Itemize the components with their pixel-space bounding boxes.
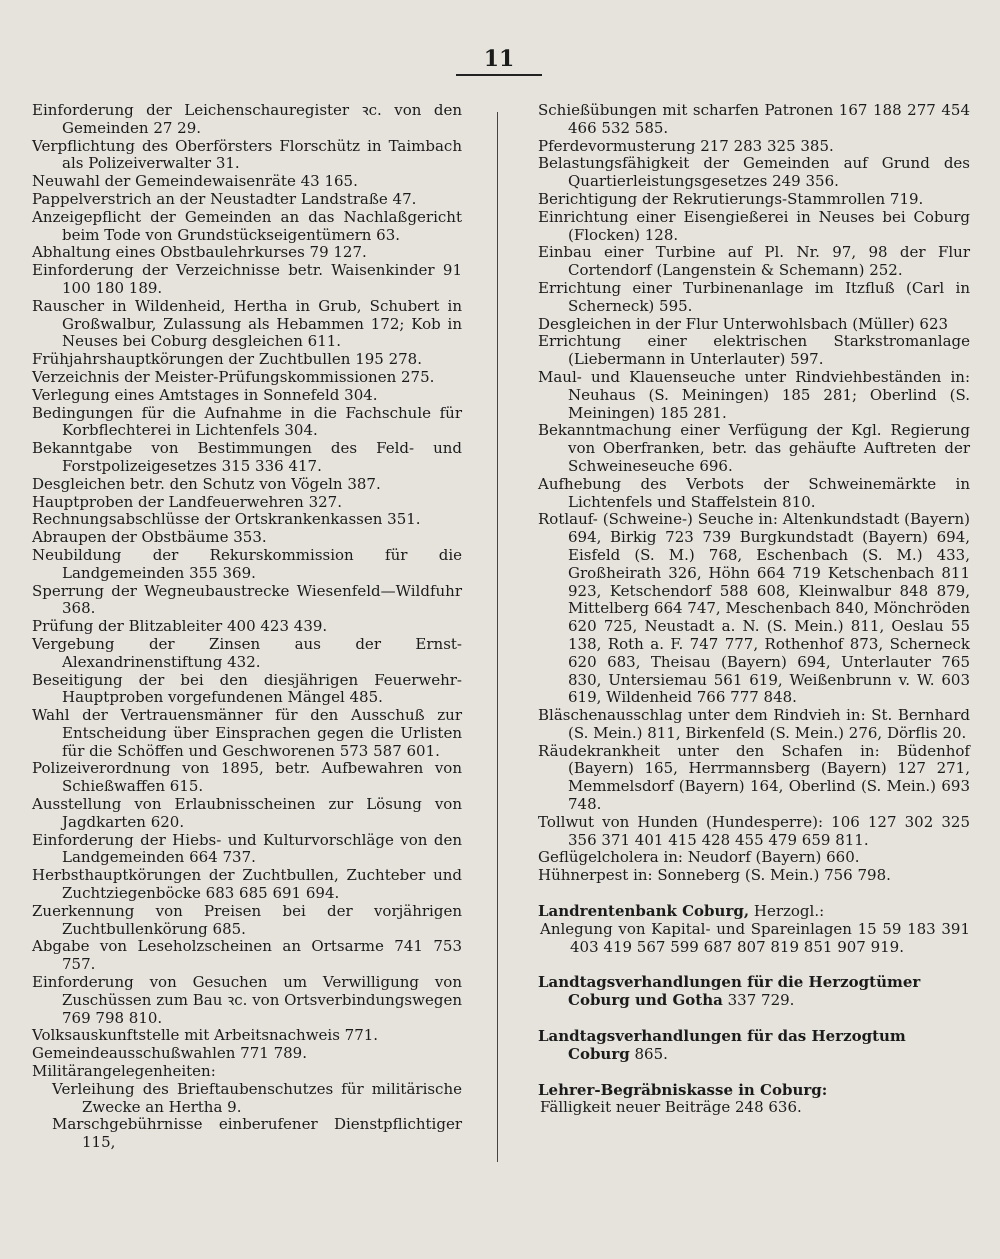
index-entry: Desgleichen in der Flur Unterwohlsbach (Müller) 623 xyxy=(538,314,949,333)
index-entry: Maul- und Klauenseuche unter Rindviehbeständen in: Neuhaus (S. Meiningen) 185 281; Oberlind (S. Meiningen) 185 281. xyxy=(538,367,970,422)
section-heading-suffix: 865. xyxy=(634,1044,668,1063)
section-sub-entry: Fälligkeit neuer Beiträge 248 636. xyxy=(540,1098,802,1117)
index-entry: Räudekrankheit unter den Schafen in: Büdenhof (Bayern) 165, Herrmannsberg (Bayern) 127 271, Memmelsdorf (Bayern) 164, Oberlind (S. Mein.) 693 748. xyxy=(538,741,970,814)
index-entry: Militärangelegenheiten: xyxy=(32,1062,216,1081)
index-entry: Einforderung der Hiebs- und Kulturvorschläge von den Landgemeinden 664 737. xyxy=(32,830,462,867)
index-entry: Neubildung der Rekurskommission für die Landgemeinden 355 369. xyxy=(32,545,462,582)
index-entry: Berichtigung der Rekrutierungs-Stammrollen 719. xyxy=(538,189,924,208)
index-entry: Abgabe von Leseholzscheinen an Ortsarme 741 753 757. xyxy=(32,937,462,974)
index-entry: Verlegung eines Amtstages in Sonnefeld 304. xyxy=(32,385,378,404)
index-entry: Prüfung der Blitzableiter 400 423 439. xyxy=(32,617,328,636)
index-entry: Einforderung von Gesuchen um Verwilligung von Zuschüssen zum Bau ꝛc. von Ortsverbindungswegen 769 798 810. xyxy=(32,973,462,1027)
section-heading-suffix: 337 729. xyxy=(727,991,795,1010)
index-entry: Anzeigepflicht der Gemeinden an das Nachlaßgericht beim Tode von Grundstückseigentümern 63. xyxy=(32,207,462,244)
index-entry: Abraupen der Obstbäume 353. xyxy=(32,528,267,547)
index-entry: Pappelverstrich an der Neustadter Landstraße 47. xyxy=(32,189,417,208)
index-entry: Wahl der Vertrauensmänner für den Ausschuß zur Entscheidung über Einsprachen gegen die Urlisten für die Schöffen und Geschworenen 573 587 601. xyxy=(32,706,462,760)
index-entry: Bläschenausschlag unter dem Rindvieh in: St. Bernhard (S. Mein.) 811, Birkenfeld (S. Mein.) 276, Dörflis 20. xyxy=(538,706,970,742)
index-entry: Verpflichtung des Oberförsters Florschütz in Taimbach als Polizeiverwalter 31. xyxy=(32,136,462,173)
index-entry: Einforderung der Verzeichnisse betr. Waisenkinder 91 100 180 189. xyxy=(32,261,462,297)
index-section xyxy=(538,974,970,1010)
index-entry: Pferdevormusterung 217 283 325 385. xyxy=(538,136,834,155)
index-entry: Frühjahrshauptkörungen der Zuchtbullen 195 278. xyxy=(32,350,422,369)
index-entry: Vergebung der Zinsen aus der Ernst-Alexandrinenstiftung 432. xyxy=(32,634,462,671)
index-entry: Abhaltung eines Obstbaulehrkurses 79 127. xyxy=(32,243,367,262)
right-section-list xyxy=(538,903,970,1117)
index-entry: Hauptproben der Landfeuerwehren 327. xyxy=(32,492,342,511)
index-entry: Gemeindeausschußwahlen 771 789. xyxy=(32,1044,307,1063)
column-divider xyxy=(497,112,498,1162)
index-entry: Bekanntgabe von Bestimmungen des Feld- und Forstpolizeigesetzes 315 336 417. xyxy=(32,439,462,475)
index-entry: Belastungsfähigkeit der Gemeinden auf Grund des Quartierleistungsgesetzes 249 356. xyxy=(538,154,970,191)
section-sub-entry: Anlegung von Kapital- und Spareinlagen 15 59 183 391 403 419 567 599 687 807 819 851 907 919. xyxy=(540,919,970,956)
index-entry: Verzeichnis der Meister-Prüfungskommissionen 275. xyxy=(32,367,435,386)
index-sub-entry: Marschgebührnisse einberufener Dienstpflichtiger 115, xyxy=(52,1115,462,1152)
index-entry: Beseitigung der bei den diesjährigen Feuerwehr-Hauptproben vorgefundenen Mängel 485. xyxy=(32,670,462,707)
section-heading: Landtagsverhandlungen für die Herzogtümer Coburg und Gotha xyxy=(538,973,921,1010)
index-entry: Desgleichen betr. den Schutz von Vögeln 387. xyxy=(32,474,381,493)
index-entry: Errichtung einer elektrischen Starkstromanlage (Liebermann in Unterlauter) 597. xyxy=(538,332,970,369)
section-heading-suffix: Herzogl.: xyxy=(753,902,825,921)
page-number-rule xyxy=(456,74,542,76)
index-entry: Bedingungen für die Aufnahme in die Fachschule für Korbflechterei in Lichtenfels 304. xyxy=(32,403,462,440)
index-entry: Errichtung einer Turbinenanlage im Itzfluß (Carl in Scherneck) 595. xyxy=(538,278,970,315)
index-entry: Einbau einer Turbine auf Pl. Nr. 97, 98 der Flur Cortendorf (Langenstein & Schemann) 252. xyxy=(538,243,970,280)
index-entry: Einforderung der Leichenschauregister ꝛc. von den Gemeinden 27 29. xyxy=(32,101,462,137)
index-entry: Hühnerpest in: Sonneberg (S. Mein.) 756 798. xyxy=(538,866,891,885)
index-entry: Herbsthauptkörungen der Zuchtbullen, Zuchteber und Zuchtziegenböcke 683 685 691 694. xyxy=(32,866,462,903)
index-entry: Schießübungen mit scharfen Patronen 167 188 277 454 466 532 585. xyxy=(538,101,970,137)
index-sub-entry: Verleihung des Brieftaubenschutzes für militärische Zwecke an Hertha 9. xyxy=(52,1079,462,1116)
left-sub-entry-list xyxy=(32,1081,462,1152)
section-heading: Lehrer-Begräbniskasse in Coburg: xyxy=(538,1080,828,1099)
index-entry: Polizeiverordnung von 1895, betr. Aufbewahren von Schießwaffen 615. xyxy=(32,759,462,796)
section-heading: Landrentenbank Coburg, xyxy=(538,902,750,921)
index-entry: Rauscher in Wildenheid, Hertha in Grub, Schubert in Großwalbur, Zulassung als Hebammen 172; Kob in Neuses bei Coburg desgleichen 611. xyxy=(32,296,462,351)
section-heading-line xyxy=(538,974,970,1010)
index-entry: Bekanntmachung einer Verfügung der Kgl. Regierung von Oberfranken, betr. das gehäufte Auftreten der Schweineseuche 696. xyxy=(538,421,970,475)
right-entry-list xyxy=(538,102,970,885)
section-heading-line xyxy=(538,1082,970,1100)
index-entry: Rechnungsabschlüsse der Ortskrankenkassen 351. xyxy=(32,510,421,529)
index-entry: Volksauskunftstelle mit Arbeitsnachweis 771. xyxy=(32,1026,379,1045)
section-heading-line xyxy=(538,903,970,921)
index-entry: Geflügelcholera in: Neudorf (Bayern) 660. xyxy=(538,848,860,867)
index-entry: Neuwahl der Gemeindewaisenräte 43 165. xyxy=(32,172,358,191)
index-entry: Zuerkennung von Preisen bei der vorjährigen Zuchtbullenkörung 685. xyxy=(32,901,462,938)
index-section xyxy=(538,903,970,956)
page-number: 11 xyxy=(483,46,515,72)
left-entry-list xyxy=(32,102,462,1081)
index-entry: Aufhebung des Verbots der Schweinemärkte in Lichtenfels und Staffelstein 810. xyxy=(538,474,970,511)
index-entry: Tollwut von Hunden (Hundesperre): 106 127 302 325 356 371 401 415 428 455 479 659 811. xyxy=(538,812,970,849)
index-entry: Einrichtung einer Eisengießerei in Neuses bei Coburg (Flocken) 128. xyxy=(538,207,970,244)
index-section xyxy=(538,1028,970,1064)
section-heading: Landtagsverhandlungen für das Herzogtum Coburg xyxy=(538,1027,906,1063)
index-entry: Rotlauf- (Schweine-) Seuche in: Altenkundstadt (Bayern) 694, Birkig 723 739 Burgkundstadt (Bayern) 694, Eisfeld (S. M.) 768, Eschenbach (S. M.) 433, Großheirath 326, Höhn 664 719 Ketschenbach 811 923, Ketschendorf 588 608, Kleinwalbur 848 879, Mittelberg 664 747, Meschenbach 840, Mönchröden 620 725, Neustadt a. N. (S. Mein.) 811, Oeslau 55 138, Roth a. F. 747 777, Rothenhof 873, Scherneck 620 683, Theisau (Bayern) 694, Unterlauter 765 830, Untersiemau 561 619, Weißenbrunn v. W. 603 619, Wildenheid 766 777 848. xyxy=(538,510,970,707)
section-heading-line xyxy=(538,1028,970,1064)
index-entry: Sperrung der Wegneubaustrecke Wiesenfeld—Wildfuhr 368. xyxy=(32,581,462,618)
index-entry: Ausstellung von Erlaubnisscheinen zur Lösung von Jagdkarten 620. xyxy=(32,795,462,831)
index-section xyxy=(538,1082,970,1118)
right-column xyxy=(538,102,970,1117)
left-column xyxy=(32,102,462,1152)
